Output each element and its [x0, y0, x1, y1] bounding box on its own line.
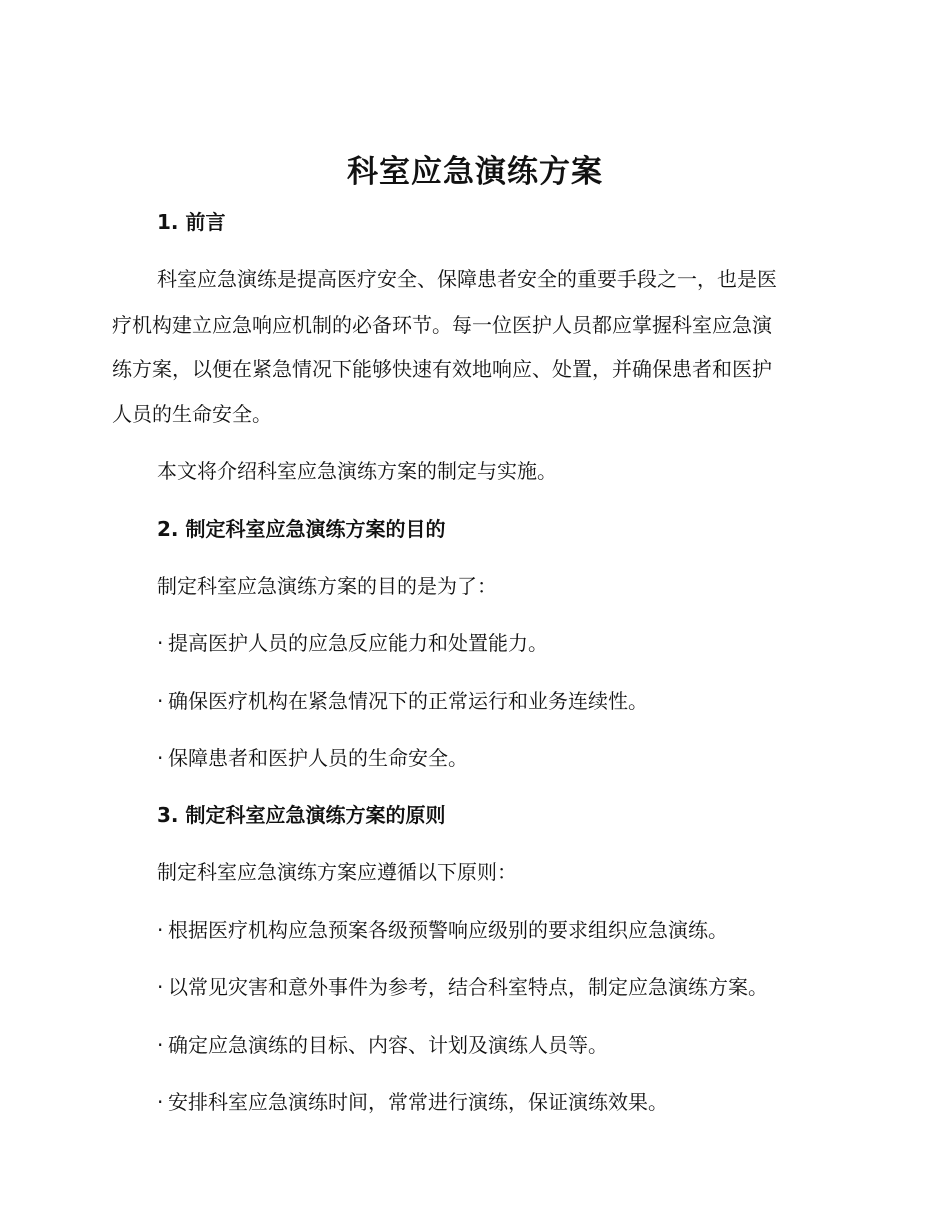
list-item	[157, 915, 728, 945]
paragraph-line: 人员的生命安全。	[112, 402, 272, 426]
list-item	[157, 972, 768, 1002]
list-item	[157, 1030, 608, 1060]
document-title: 科室应急演练方案	[347, 154, 603, 190]
bullet-marker: ·	[157, 918, 164, 942]
section-intro: 制定科室应急演练方案应遵循以下原则：	[157, 860, 517, 884]
section-heading-1: 1. 前言	[157, 210, 226, 234]
section-heading-3: 3. 制定科室应急演练方案的原则	[157, 803, 446, 827]
list-item-text: 保障患者和医护人员的生命安全。	[168, 746, 468, 770]
bullet-marker: ·	[157, 1090, 164, 1114]
bullet-marker: ·	[157, 1033, 164, 1057]
list-item-text: 确定应急演练的目标、内容、计划及演练人员等。	[168, 1033, 608, 1057]
paragraph-line: 练方案，以便在紧急情况下能够快速有效地响应、处置，并确保患者和医护	[112, 357, 772, 381]
list-item-text: 以常见灾害和意外事件为参考，结合科室特点，制定应急演练方案。	[168, 975, 768, 999]
list-item-text: 安排科室应急演练时间，常常进行演练，保证演练效果。	[168, 1090, 668, 1114]
paragraph-line: 本文将介绍科室应急演练方案的制定与实施。	[157, 459, 557, 483]
bullet-marker: ·	[157, 689, 164, 713]
bullet-marker: ·	[157, 975, 164, 999]
list-item	[157, 1087, 668, 1117]
bullet-marker: ·	[157, 746, 164, 770]
bullet-marker: ·	[157, 631, 164, 655]
list-item	[157, 743, 468, 773]
list-item	[157, 628, 548, 658]
section-heading-2: 2. 制定科室应急演练方案的目的	[157, 517, 446, 541]
paragraph-line: 疗机构建立应急响应机制的必备环节。每一位医护人员都应掌握科室应急演	[112, 313, 772, 337]
list-item-text: 提高医护人员的应急反应能力和处置能力。	[168, 631, 548, 655]
section-intro: 制定科室应急演练方案的目的是为了：	[157, 574, 497, 598]
list-item	[157, 686, 648, 716]
list-item-text: 根据医疗机构应急预案各级预警响应级别的要求组织应急演练。	[168, 918, 728, 942]
paragraph-line: 科室应急演练是提高医疗安全、保障患者安全的重要手段之一，也是医	[157, 267, 777, 291]
list-item-text: 确保医疗机构在紧急情况下的正常运行和业务连续性。	[168, 689, 648, 713]
